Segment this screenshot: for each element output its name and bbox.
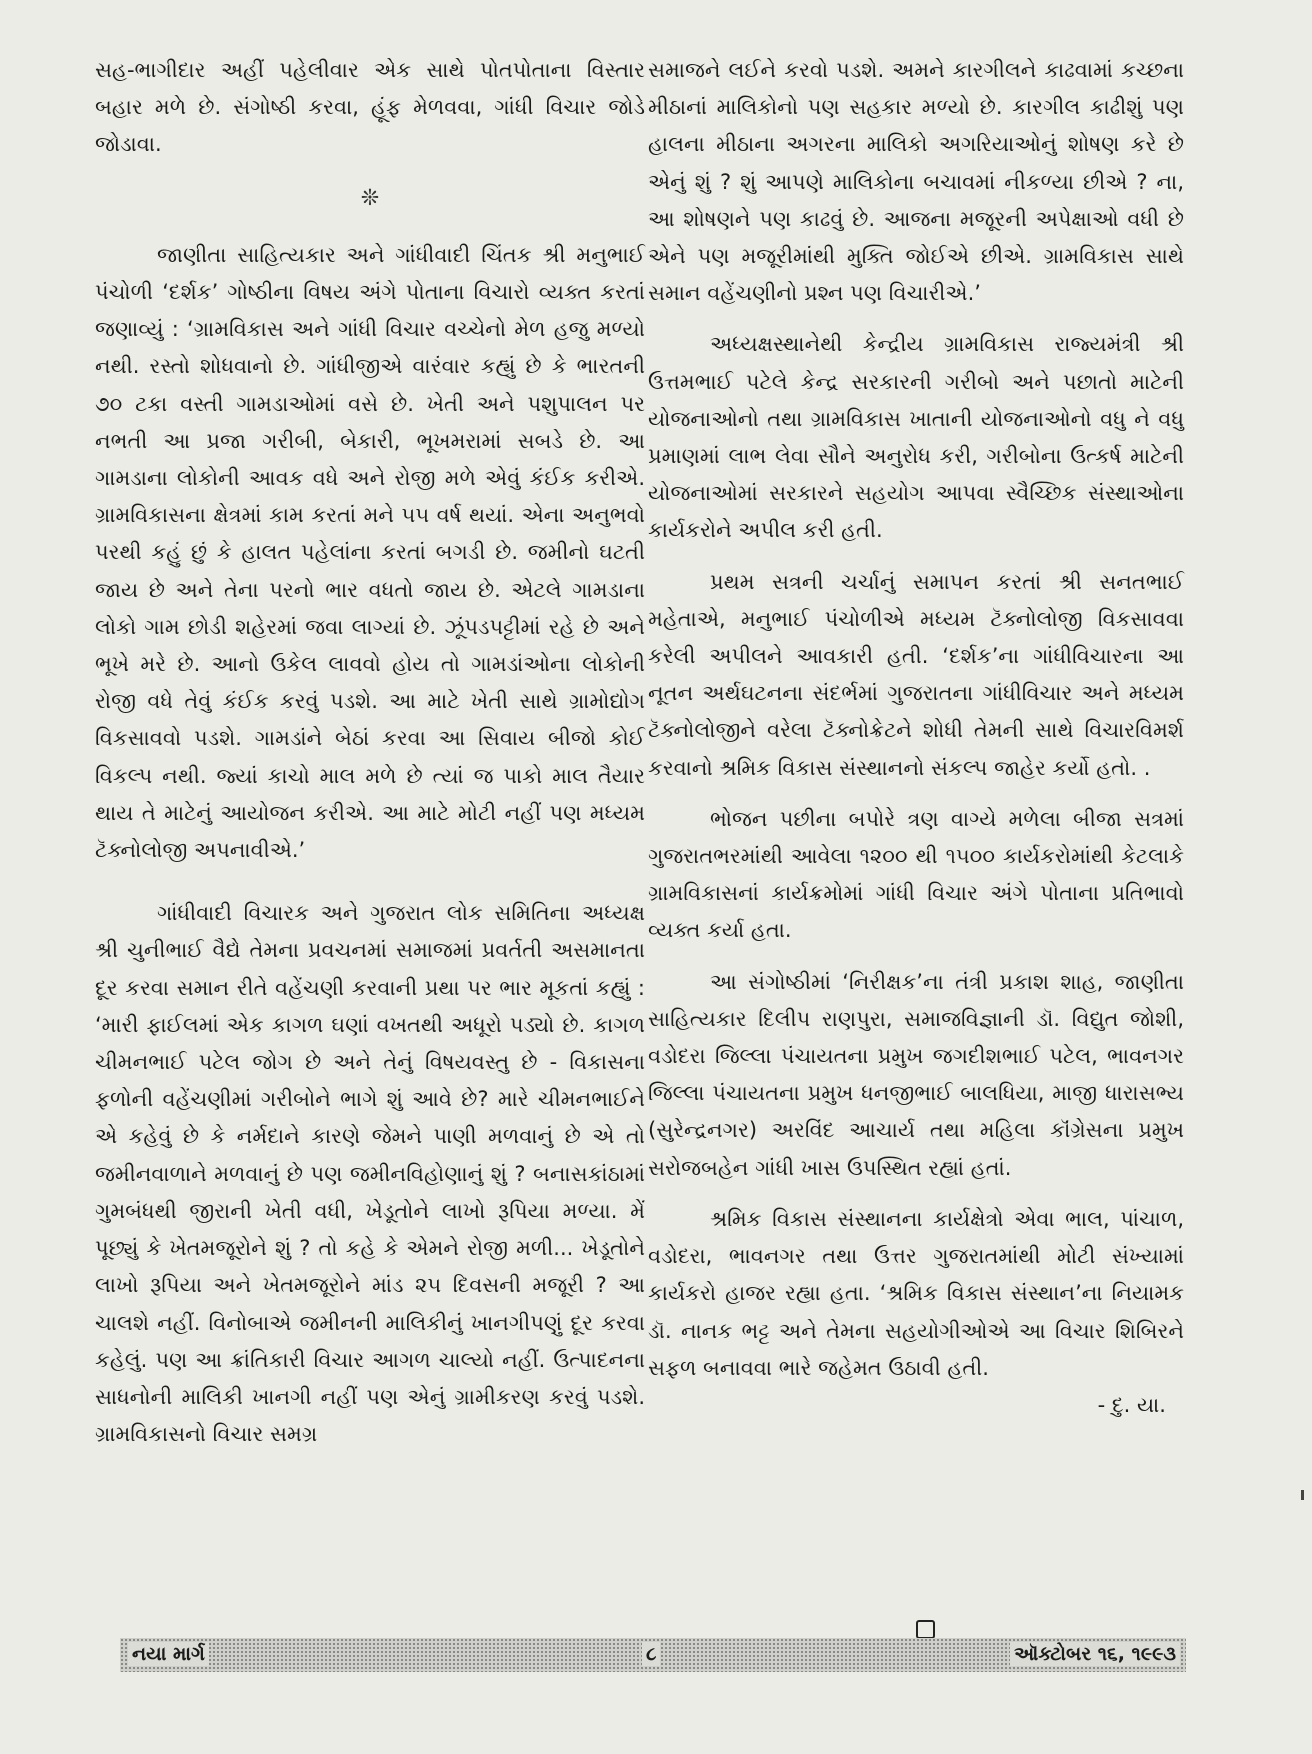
footer-date: ઑક્ટોબર ૧૬, ૧૯૯૩ — [1010, 1642, 1180, 1666]
right-paragraph-6: શ્રમિક વિકાસ સંસ્થાનના કાર્યક્ષેત્રો એવા ભાલ, પાંચાળ, વડોદરા, ભાવનગર તથા ઉત્તર ગુજરાતમાંથી મોટી સંખ્યામાં કાર્યકરો હાજર રહ્યા હતા. ‘શ્રમિક વિકાસ સંસ્થાન’ના નિયામક ડૉ. નાનક ભટ્ટ અને તેમના સહયોગીઓએ આ વિચાર શિબિરને સફળ બનાવવા ભારે જહેમત ઉઠાવી હતી. — [648, 1206, 1184, 1380]
right-paragraph-3: પ્રથમ સત્રની ચર્ચાનું સમાપન કરતાં શ્રી સનતભાઈ મહેતાએ, મનુભાઈ પંચોળીએ મધ્યમ ટૅક્નોલોજી વિકસાવવા કરેલી અપીલને આવકારી હતી. ‘દર્શક’ના ગાંધીવિચારના આ નૂતન અર્થઘટનના સંદર્ભમાં ગુજરાતના ગાંધીવિચાર અને મધ્યમ ટૅક્નોલોજીને વરેલા ટૅક્નોક્રેટને શોધી તેમની સાથે વિચારવિમર્શ કરવાનો શ્રમિક વિકાસ સંસ્થાનનો સંકલ્પ જાહેર કર્યો હતો. . — [648, 569, 1184, 780]
left-column — [95, 52, 645, 1453]
left-paragraph-1: સહ-ભાગીદાર અહીં પહેલીવાર એક સાથે પોતપોતાના વિસ્તાર બહાર મળે છે. સંગોષ્ઠી કરવા, હૂંફ મેળવવા, ગાંધી વિચાર જોડે જોડાવા. — [95, 58, 645, 157]
page-footer — [120, 1638, 1186, 1672]
right-paragraph-5: આ સંગોષ્ઠીમાં ‘નિરીક્ષક’ના તંત્રી પ્રકાશ શાહ, જાણીતા સાહિત્યકાર દિલીપ રાણપુરા, સમાજવિજ્ઞાની ડૉ. વિદ્યુત જોશી, વડોદરા જિલ્લા પંચાયતના પ્રમુખ જગદીશભાઈ પટેલ, ભાવનગર જિલ્લા પંચાયતના પ્રમુખ ધનજીભાઈ બાલધિયા, માજી ધારાસભ્ય (સુરેન્દ્રનગર) અરવિંદ આચાર્ય તથા મહિલા કૉંગ્રેસના પ્રમુખ સરોજબહેન ગાંધી ખાસ ઉપસ્થિત રહ્યાં હતાં. — [648, 969, 1184, 1180]
flower-ornament-icon: ❊ — [360, 185, 380, 211]
edge-mark — [1301, 1490, 1304, 1500]
footer-page-number: ૮ — [642, 1642, 660, 1666]
right-paragraph-1: સમાજને લઈને કરવો પડશે. અમને કારગીલને કાઢવામાં કચ્છના મીઠાનાં માલિકોનો પણ સહકાર મળ્યો છે. કારગીલ કાઢીશું પણ હાલના મીઠાના અગરના માલિકો અગરિયાઓનું શોષણ કરે છે એનું શું ? શું આપણે માલિકોના બચાવમાં નીકળ્યા છીએ ? ના, આ શોષણને પણ કાઢવું છે. આજના મજૂરની અપેક્ષાઓ વધી છે એને પણ મજૂરીમાંથી મુક્તિ જોઈએ છીએ. ગ્રામવિકાસ સાથે સમાન વહેંચણીનો પ્રશ્ન પણ વિચારીએ.’ — [648, 58, 1184, 306]
right-column — [648, 52, 1184, 1424]
right-paragraph-4: ભોજન પછીના બપોરે ત્રણ વાગ્યે મળેલા બીજા સત્રમાં ગુજરાતભરમાંથી આવેલા ૧૨૦૦ થી ૧૫૦૦ કાર્યકરોમાંથી કેટલાકે ગ્રામવિકાસનાં કાર્યક્રમોમાં ગાંધી વિચાર અંગે પોતાના પ્રતિભાવો વ્યક્ત કર્યા હતા. — [648, 806, 1184, 943]
left-paragraph-3: ગાંધીવાદી વિચારક અને ગુજરાત લોક સમિતિના અધ્યક્ષ શ્રી ચુનીભાઈ વૈદ્યે તેમના પ્રવચનમાં સમાજમાં પ્રવર્તતી અસમાનતા દૂર કરવા સમાન રીતે વહેંચણી કરવાની પ્રથા પર ભાર મૂકતાં કહ્યું : ‘મારી ફાઈલમાં એક કાગળ ઘણાં વખતથી અધૂરો પડ્યો છે. કાગળ ચીમનભાઈ પટેલ જોગ છે અને તેનું વિષયવસ્તુ છે - વિકાસના ફળોની વહેંચણીમાં ગરીબોને ભાગે શું આવે છે? મારે ચીમનભાઈને એ કહેવું છે કે નર્મદાને કારણે જેમને પાણી મળવાનું છે એ તો જમીનવાળાને મળવાનું છે પણ જમીનવિહોણાનું શું ? બનાસકાંઠામાં ગુમબંધથી જીરાની ખેતી વધી, ખેડૂતોને લાખો રૂપિયા મળ્યા. મેં પૂછ્યું કે ખેતમજૂરોને શું ? તો કહે કે એમને રોજી મળી... ખેડૂતોને લાખો રૂપિયા અને ખેતમજૂરોને માંડ ૨૫ દિવસની મજૂરી ? આ ચાલશે નહીં. વિનોબાએ જમીનની માલિકીનું ખાનગીપણું દૂર કરવા કહેલું. પણ આ ક્રાંતિકારી વિચાર આગળ ચાલ્યો નહીં. ઉત્પાદનના સાધનોની માલિકી ખાનગી નહીં પણ એનું ગ્રામીકરણ કરવું પડશે. ગ્રામવિકાસનો વિચાર સમગ્ર — [95, 901, 645, 1447]
end-of-article-square-icon — [916, 1620, 935, 1639]
author-signature: - દુ. યા. — [1097, 1392, 1166, 1417]
right-paragraph-2: અધ્યક્ષસ્થાનેથી કેન્દ્રીય ગ્રામવિકાસ રાજ્યમંત્રી શ્રી ઉત્તમભાઈ પટેલે કેન્દ્ર સરકારની ગરીબો અને પછાતો માટેની યોજનાઓનો તથા ગ્રામવિકાસ ખાતાની યોજનાઓનો વધુ ને વધુ પ્રમાણમાં લાભ લેવા સૌને અનુરોધ કરી, ગરીબોના ઉત્કર્ષ માટેની યોજનાઓમાં સરકારને સહયોગ આપવા સ્વૈચ્છિક સંસ્થાઓના કાર્યકરોને અપીલ કરી હતી. — [648, 332, 1184, 543]
left-paragraph-2: જાણીતા સાહિત્યકાર અને ગાંધીવાદી ચિંતક શ્રી મનુભાઈ પંચોળી ‘દર્શક’ ગોષ્ઠીના વિષય અંગે પોતાના વિચારો વ્યક્ત કરતાં જણાવ્યું : ‘ગ્રામવિકાસ અને ગાંધી વિચાર વચ્ચેનો મેળ હજુ મળ્યો નથી. રસ્તો શોધવાનો છે. ગાંધીજીએ વારંવાર કહ્યું છે કે ભારતની ૭૦ ટકા વસ્તી ગામડાઓમાં વસે છે. ખેતી અને પશુપાલન પર નભતી આ પ્રજા ગરીબી, બેકારી, ભૂખમરામાં સબડે છે. આ ગામડાના લોકોની આવક વધે અને રોજી મળે એવું કંઈક કરીએ. ગ્રામવિકાસના ક્ષેત્રમાં કામ કરતાં મને ૫૫ વર્ષ થયાં. એના અનુભવો પરથી કહું છું કે હાલત પહેલાંના કરતાં બગડી છે. જમીનો ઘટતી જાય છે અને તેના પરનો ભાર વધતો જાય છે. એટલે ગામડાના લોકો ગામ છોડી શહેરમાં જવા લાગ્યાં છે. ઝૂંપડપટ્ટીમાં રહે છે અને ભૂખે મરે છે. આનો ઉકેલ લાવવો હોય તો ગામડાંઓના લોકોની રોજી વધે તેવું કંઈક કરવું પડશે. આ માટે ખેતી સાથે ગ્રામોદ્યોગ વિકસાવવો પડશે. ગામડાંને બેઠાં કરવા આ સિવાય બીજો કોઈ વિકલ્પ નથી. જ્યાં કાચો માલ મળે છે ત્યાં જ પાકો માલ તૈયાર થાય તે માટેનું આયોજન કરીએ. આ માટે મોટી નહીં પણ મધ્યમ ટૅક્નોલોજી અપનાવીએ.’ — [95, 242, 645, 863]
footer-publication: નયા માર્ગ — [128, 1642, 209, 1666]
